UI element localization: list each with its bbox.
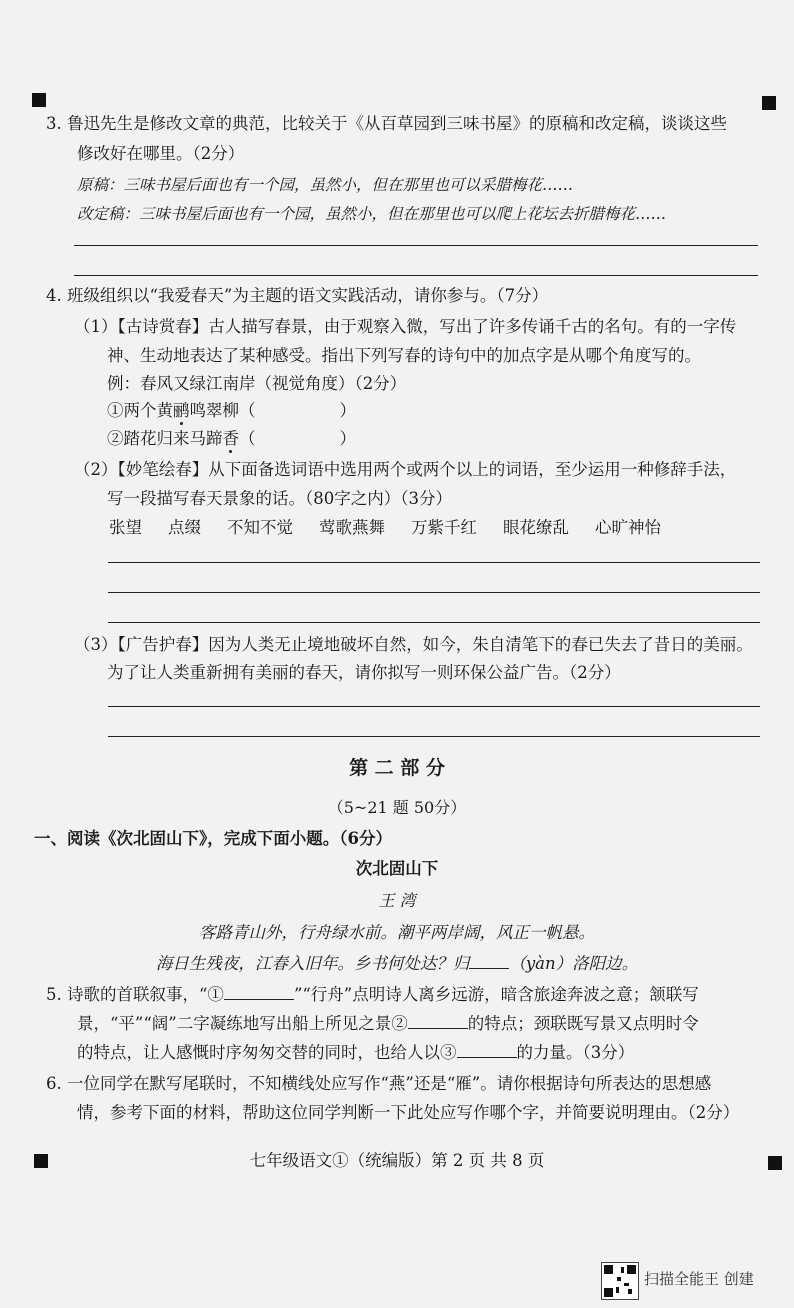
word-bank-item: 点缀 [168,518,201,537]
q5-blank-2[interactable] [408,1028,468,1029]
q3-original-text: 原稿：三味书屋后面也有一个园，虽然小，但在那里也可以采腊梅花…… [77,176,574,194]
poem-line-2-pre: 海日生残夜，江春入旧年。乡书何处达？归 [155,954,470,973]
part2-title: 第 二 部 分 [349,757,445,779]
q4-part2-line2: 写一段描写春天景象的话。（80字之内）（3分） [107,489,452,508]
word-bank-item: 心旷神怡 [595,518,661,537]
page-footer: 七年级语文①（统编版）第 2 页 共 8 页 [249,1151,545,1170]
q4-part2-answer-line-1[interactable] [108,562,760,563]
q4-item2-end: ） [339,429,356,448]
word-bank-item: 眼花缭乱 [503,518,569,537]
qr-code-icon [601,1262,639,1300]
q4-item2-dotted-char: 香 [222,429,239,448]
q4-item1 [107,400,356,422]
q4-example: 例：春风又绿江南岸（视觉角度）（2分） [107,374,407,393]
q3-revised-text: 改定稿：三味书屋后面也有一个园，虽然小，但在那里也可以爬上花坛去折腊梅花…… [77,205,667,223]
q4-part2-answer-line-3[interactable] [108,622,760,623]
q4-part3-answer-line-2[interactable] [108,736,760,737]
q4-item1-dotted-char: 鹂 [173,401,190,420]
q4-part2-answer-line-2[interactable] [108,592,760,593]
q5-blank-1[interactable] [224,999,294,1000]
q5-line3-a: 的特点，让人感慨时序匆匆交替的同时，也给人以③ [77,1043,457,1062]
poem-line-2-post: （yàn）洛阳边。 [509,954,639,973]
q4-item1-end: ） [339,401,356,420]
poem-author: 王 湾 [378,891,416,910]
q4-part3-answer-line-1[interactable] [108,706,760,707]
q5-line2-a: 景，“平”“阔”二字凝练地写出船上所见之景② [77,1014,408,1033]
poem-fill-blank[interactable] [469,968,509,969]
word-bank-item: 不知不觉 [227,518,293,537]
poem-title: 次北固山下 [355,859,439,878]
q4-part3-line2: 为了让人类重新拥有美丽的春天，请你拟写一则环保公益广告。（2分） [107,663,621,682]
registration-mark-top-right [762,96,776,110]
q5-line3-b: 的力量。（3分） [516,1043,635,1062]
q4-part1-line1: （1）【古诗赏春】古人描写春景，由于观察入微，写出了许多传诵千古的名句。有的一字传 [74,317,737,336]
word-bank-item: 莺歌燕舞 [319,518,385,537]
q3-answer-line-1[interactable] [74,245,758,246]
q5-line2-b: 的特点；颈联既写景又点明时令 [467,1014,699,1033]
q5-line3 [77,1042,634,1064]
q4-item2 [107,428,356,450]
q6-line1: 6. 一位同学在默写尾联时，不知横线处应写作“燕”还是“雁”。请你根据诗句所表达的思想感 [46,1074,712,1093]
scanner-watermark: 扫描全能王 创建 [644,1270,754,1288]
q4-item2-pre: ②踏花归来马蹄 [107,429,223,448]
q6-line2: 情，参考下面的材料，帮助这位同学判断一下此处应写作哪个字，并简要说明理由。（2分） [77,1103,740,1122]
q4-item1-post: 鸣翠柳（ [189,401,256,420]
q4-part1-line2: 神、生动地表达了某种感受。指出下列写春的诗句中的加点字是从哪个角度写的。 [107,346,701,365]
q3-stem-line1: 3. 鲁迅先生是修改文章的典范，比较关于《从百草园到三味书屋》的原稿和改定稿，谈谈这些 [46,114,727,133]
q4-item1-pre: ①两个黄 [107,401,173,420]
poem-line-1: 客路青山外，行舟绿水前。潮平两岸阔，风正一帆悬。 [199,923,595,942]
poem-line-2 [0,953,794,975]
word-bank-item: 万紫千红 [411,518,477,537]
q4-item2-post: （ [239,429,256,448]
word-bank-item: 张望 [109,518,142,537]
q5-line1 [46,984,699,1006]
q5-line1-a: 5. 诗歌的首联叙事，“① [46,985,224,1004]
q4-part2-line1: （2）【妙笔绘春】从下面备选词语中选用两个或两个以上的词语，至少运用一种修辞手法， [74,460,737,479]
q3-answer-line-2[interactable] [74,275,758,276]
q5-blank-3[interactable] [457,1057,517,1058]
q4-word-bank [109,517,661,539]
section1-heading: 一、阅读《次北固山下》，完成下面小题。（6分） [34,829,392,848]
q4-stem: 4. 班级组织以“我爱春天”为主题的语文实践活动，请你参与。（7分） [46,286,549,305]
q5-line2 [77,1013,699,1035]
q5-line1-b: ”“行舟”点明诗人离乡远游，暗含旅途奔波之意；颔联写 [293,985,699,1004]
part2-range: （5~21 题 50分） [327,798,467,817]
registration-mark-top-left [32,93,46,107]
q3-stem-line2: 修改好在哪里。（2分） [77,144,245,163]
q4-part3-line1: （3）【广告护春】因为人类无止境地破坏自然，如今，朱自清笔下的春已失去了昔日的美丽。 [74,635,753,654]
